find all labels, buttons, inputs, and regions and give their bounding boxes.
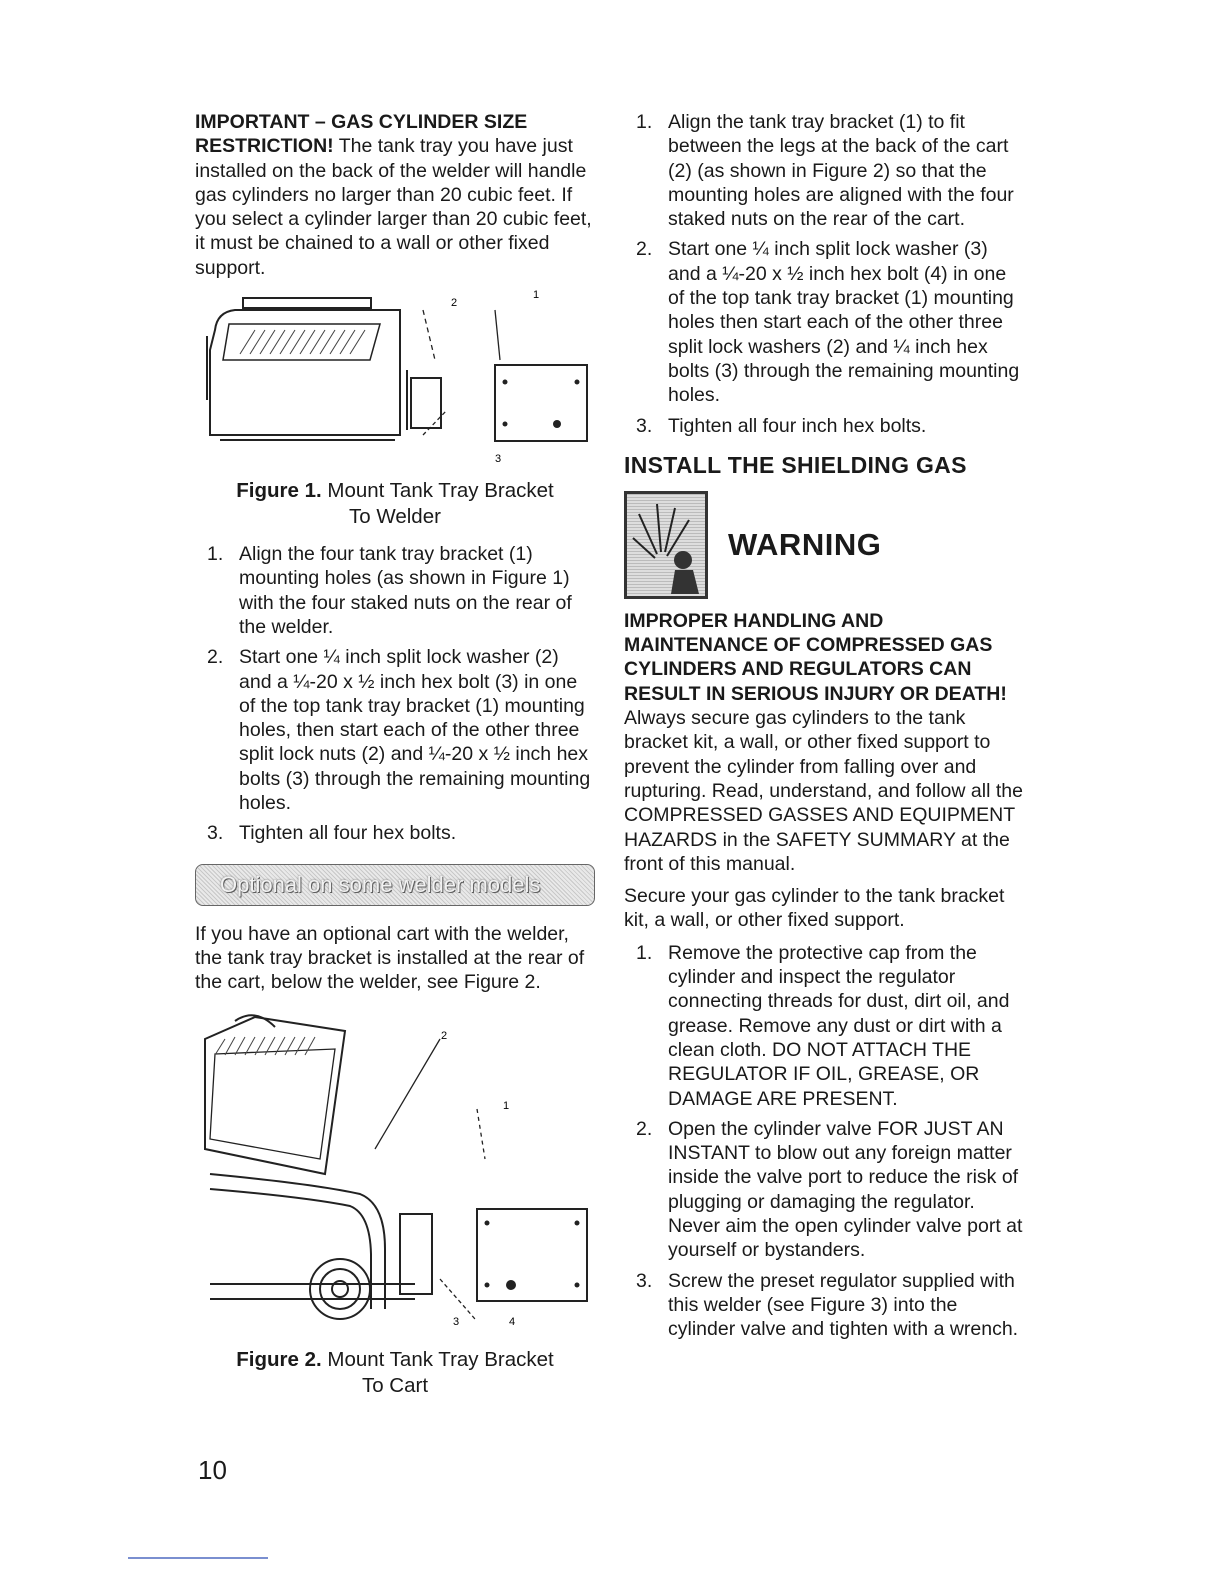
list-item <box>624 1117 1024 1263</box>
figure-2-label: Figure 2. <box>236 1347 322 1371</box>
warning-header <box>624 491 1024 599</box>
step-number: 2. <box>636 1117 653 1140</box>
list-item <box>624 414 1024 438</box>
left-column <box>195 110 595 1399</box>
install-shielding-gas-heading: INSTALL THE SHIELDING GAS <box>624 451 967 478</box>
warning-title: WARNING <box>728 526 882 562</box>
step-number: 3. <box>636 1269 653 1292</box>
fig1-callout-3: 3 <box>495 453 502 466</box>
welder-mount-steps <box>195 542 595 846</box>
important-body: The tank tray you have just installed on the back of the welder will handle gas cylinders no larger than 20 cubic feet. If you select a cylinder larger than 20 cubic feet, it must be chained to a wall or other fixed support. <box>195 135 592 279</box>
right-column <box>624 110 1024 1347</box>
step-number: 1. <box>207 543 224 566</box>
gas-install-steps <box>624 941 1024 1342</box>
page-number: 10 <box>198 1455 227 1485</box>
step-number: 1. <box>636 941 653 964</box>
step-number: 2. <box>207 646 224 669</box>
figure-1-title-line2: To Welder <box>349 505 441 529</box>
warning-bold: IMPROPER HANDLING AND MAINTENANCE OF COMPRESSED GAS CYLINDERS AND REGULATORS CAN RESULT IN SERIOUS INJURY OR DEATH! <box>624 609 1007 705</box>
list-item <box>624 237 1024 407</box>
cart-mount-steps <box>624 110 1024 438</box>
cart-paragraph: If you have an optional cart with the welder, the tank tray bracket is installed at the rear of the cart, below the welder, see Figure 2. <box>195 922 585 994</box>
figure-1-title: Mount Tank Tray Bracket <box>327 479 554 503</box>
footer-divider <box>128 1557 268 1559</box>
fig2-callout-3: 3 <box>453 1315 460 1328</box>
step-number: 3. <box>207 822 224 845</box>
figure-2-drawing <box>195 1009 595 1339</box>
step-text: Start one ¼ inch split lock washer (2) and a ¼-20 x ½ inch hex bolt (3) in one of the top tank tray bracket (1) mounting holes, then start each of the other three split lock nuts (2) and ¼-20 x ½ inch hex bolts (3) through the remaining mounting holes. <box>239 646 591 815</box>
list-item <box>624 941 1024 1111</box>
figure-2-title: Mount Tank Tray Bracket <box>327 1347 554 1371</box>
step-text: Start one ¼ inch split lock washer (3) and a ¼-20 x ½ inch hex bolt (4) in one of the top tank tray bracket (1) mounting holes then start each of the other three split lock washers (2) and ¼ inch hex bolts (3) through the remaining mounting holes. <box>668 238 1020 407</box>
step-text: Remove the protective cap from the cylinder and inspect the regulator connecting threads for dust, dirt oil, and grease. Remove any dust or dirt with a clean cloth. DO NOT ATTACH THE REGULATOR IF OIL, GREASE, OR DAMAGE ARE PRESENT. <box>668 941 1010 1110</box>
figure-2-title-line2: To Cart <box>361 1373 429 1397</box>
figure-1-drawing <box>195 290 595 470</box>
fig2-callout-1: 1 <box>503 1099 510 1112</box>
important-lead: IMPORTANT – GAS CYLINDER SIZE RESTRICTION! <box>195 111 528 158</box>
step-text: Open the cylinder valve FOR JUST AN INSTANT to blow out any foreign matter inside the valve port to reduce the risk of plugging or damaging the regulator. Never aim the open cylinder valve port at yourself or bystanders. <box>668 1117 1023 1262</box>
figure-2-caption <box>195 1347 595 1399</box>
step-number: 2. <box>636 238 653 261</box>
optional-models-banner: Optional on some welder models <box>195 864 595 906</box>
figure-2-illustration <box>195 1009 595 1339</box>
fig1-callout-2: 2 <box>451 297 458 310</box>
list-item <box>195 645 595 815</box>
figure-1-illustration <box>195 290 595 470</box>
secure-paragraph: Secure your gas cylinder to the tank bracket kit, a wall, or other fixed support. <box>624 885 1005 932</box>
step-number: 1. <box>636 111 653 133</box>
step-text: Tighten all four hex bolts. <box>239 822 457 845</box>
fig2-callout-4: 4 <box>509 1315 516 1328</box>
gas-cylinder-restriction-note <box>195 110 595 280</box>
list-item <box>624 110 1024 231</box>
list-item <box>195 821 595 845</box>
step-text: Tighten all four inch hex bolts. <box>668 414 927 437</box>
list-item <box>624 1269 1024 1342</box>
step-text: Align the tank tray bracket (1) to fit between the legs at the back of the cart (2) (as shown in Figure 2) so that the mounting holes are aligned with the four staked nuts on the rear of the cart. <box>668 111 1014 231</box>
fig2-callout-2: 2 <box>441 1029 448 1042</box>
step-text: Align the four tank tray bracket (1) mounting holes (as shown in Figure 1) with the four staked nuts on the rear of the welder. <box>239 543 572 638</box>
list-item <box>195 542 595 639</box>
warning-text <box>624 609 1024 876</box>
step-number: 3. <box>636 414 653 437</box>
fig1-callout-1: 1 <box>533 290 540 302</box>
explosion-warning-icon <box>624 491 708 599</box>
figure-1-label: Figure 1. <box>236 479 322 503</box>
warning-body: Always secure gas cylinders to the tank bracket kit, a wall, or other fixed support to prevent the cylinder from falling over and rupturing. Read, understand, and follow all the COMPRESSED GASSES AND EQUIPMENT HAZARDS in the SAFETY SUMMARY at the front of this manual. <box>624 707 1023 875</box>
step-text: Screw the preset regulator supplied with this welder (see Figure 3) into the cylinder valve and tighten with a wrench. <box>668 1269 1019 1341</box>
figure-1-caption <box>195 478 595 530</box>
